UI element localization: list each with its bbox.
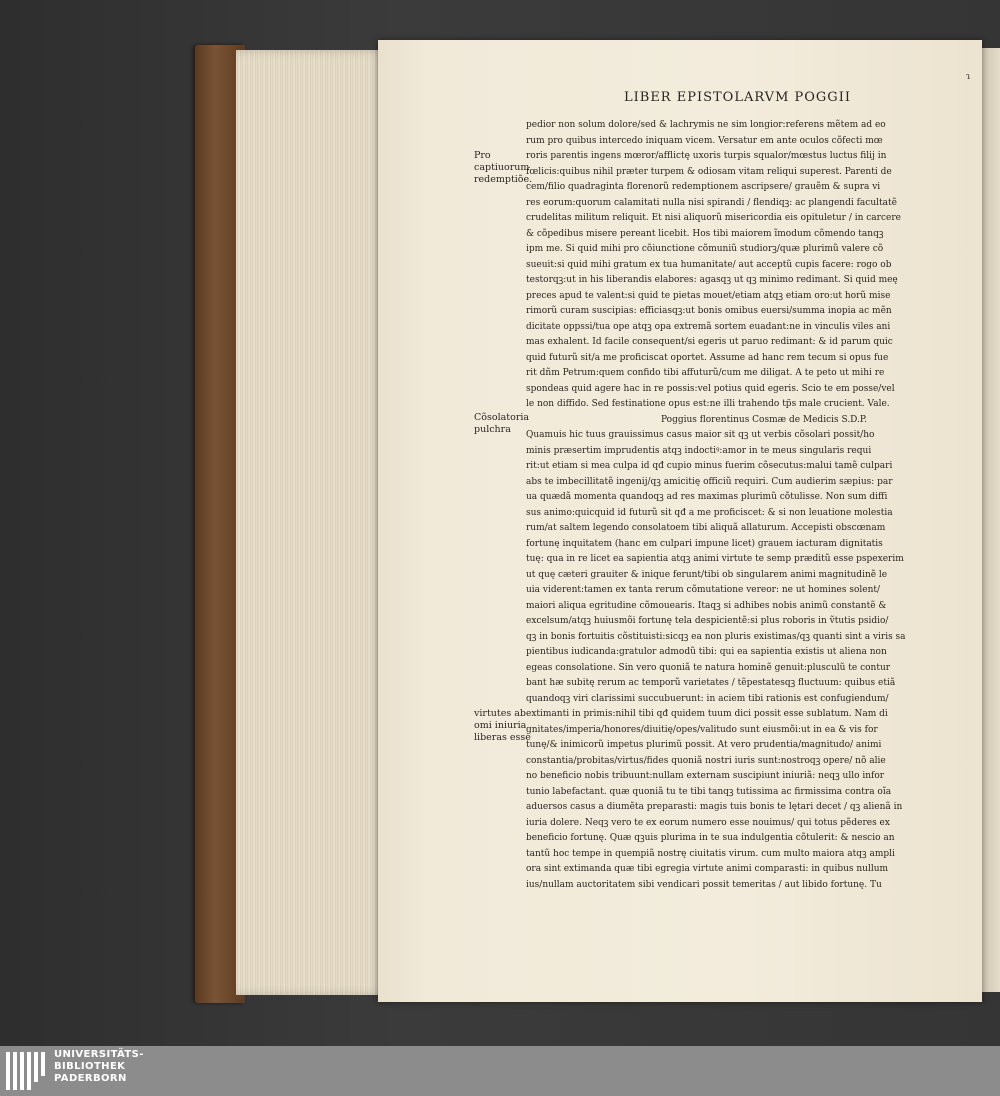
text-line: Quamuis hic tuus grauissimus casus maior sit qꝫ ut verbis cõsolari possit/ho — [526, 430, 875, 440]
text-line: ua quædã momenta quandoqꝫ ad res maximas plurimũ cõtulisse. Non sum diffi — [526, 492, 888, 502]
text-line: quandoqꝫ viri clarissimi succubuerunt: in aciem tibi rationis est confugiendum/ — [526, 693, 889, 704]
text-line: ut quę cæteri grauiter & inique ferunt/tibi ob singularem animi magnitudinẽ le — [526, 569, 888, 580]
text-block — [526, 118, 982, 893]
text-line: beneficio fortunę. Quæ qꝫuis plurima in te sua indulgentia cõtulerit: & nescio an — [526, 833, 895, 843]
text-line: constantia/probitas/virtus/fides quoniã nostri iuris sunt:nostroqꝫ opere/ nõ alie — [526, 755, 886, 766]
text-line: no beneficio nobis tribuunt:nullam externam suscipiunt iniuriã: neqꝫ ullo infor — [526, 771, 885, 781]
text-line: & cõpedibus misere pereant licebit. Hos tibi maiorem ĩmodum cõmendo tanqꝫ — [526, 228, 884, 239]
text-line: fœlicis:quibus nihil præter turpem & odiosam vitam reliqui superest. Parenti de — [526, 166, 892, 177]
text-line: uia viderent:tamen ex tanta rerum cõmutatione vereor: ne ut homines solent/ — [526, 585, 881, 595]
text-line: egeas consolatione. Sin vero quoniã te natura hominẽ genuit:plusculũ te contur — [526, 662, 891, 673]
text-line: rum pro quibus intercedo iniquam vicem. Versatur em ante oculos cõfecti mœ — [526, 135, 883, 146]
text-line: spondeas quid agere hac in re possis:vel potius quid egeris. Scio te em posse/vel — [526, 383, 895, 394]
text-line: excelsum/atqꝫ huiusmõi fortunę tela despicientẽ:si plus roboris in ṽtutis psidio/ — [526, 616, 889, 626]
text-line: roris parentis ingens mœror/afflictę uxoris turpis squalor/mœstus luctus filij in — [526, 151, 887, 161]
text-line: tunio labefactant. quæ quoniã tu te tibi tanqꝫ tutissima ac firmissima contra oĩa — [526, 786, 892, 797]
text-line: tunę/& inimicorũ impetus plurimũ possit. At vero prudentia/magnitudo/ animi — [526, 740, 882, 750]
text-line: testorqꝫ:ut in his liberandis elabores: agasqꝫ ut qꝫ minimo redimant. Si quid meę — [526, 275, 898, 285]
text-line: bant hæ subitę rerum ac temporũ varietates / tẽpestatesqꝫ fluctuum: quibus etiã — [526, 678, 896, 688]
text-line: le non diffido. Sed festinatione opus est:ne illi trahendo tp̃s male crucient. Vale. — [526, 399, 890, 409]
text-line: cem/filio quadraginta florenorũ redemptionem ascripsere/ grauẽm & supra vi — [526, 182, 881, 192]
text-line: ipm me. Si quid mihi pro cõiunctione cõmuniũ studiorꝫ/quæ plurimũ valere cõ — [526, 244, 884, 254]
text-line: ora sint extimanda quæ tibi egregia virtute animi comparasti: in quibus nullum — [526, 864, 889, 874]
margin-note-3: virtutes ab omi iniuria liberas esse — [474, 708, 531, 743]
library-name — [54, 1049, 144, 1085]
book-page — [378, 40, 982, 1002]
library-footer — [0, 1046, 1000, 1096]
text-line: iuria dolere. Neqꝫ vero te ex eorum numero esse nouimus/ qui totus pẽderes ex — [526, 817, 890, 828]
text-line: rit:ut etiam si mea culpa id qđ cupio minus fuerim cõsecutus:malui tamẽ culpari — [526, 461, 893, 471]
text-line: maiori aliqua egritudine cõmouearis. Itaqꝫ si adhibes nobis animũ constantẽ & — [526, 600, 887, 611]
text-line: dicitate oppssi/tua ope atqꝫ opa extremã sortem euadant:ne in vinculis viles ani — [526, 321, 891, 332]
text-line: pientibus iudicanda:gratulor admodũ tibi: qui ea sapientia existis ut aliena non — [526, 647, 887, 657]
facing-page-edge — [982, 48, 1000, 992]
text-line: minis præsertim imprudentis atqꝫ indoctiꝰ:amor in te meus singularis requi — [526, 445, 872, 456]
running-head: LIBER EPISTOLARVM POGGII — [624, 90, 851, 105]
text-line: rimorũ curam suscipias: efficiasqꝫ:ut bonis omibus euersi/summa inopia ac mẽn — [526, 306, 892, 316]
text-line: tantũ hoc tempe in quempiã nostrę ciuitatis virum. cum multo maiora atqꝫ ampli — [526, 848, 895, 859]
text-line: aduersos casus a diumẽta preparasti: magis tuis bonis te lętari decet / qꝫ alienã in — [526, 802, 903, 812]
text-line: sus animo:quicquid id futurũ sit qđ a me proficiscet: & si non leuatione molestia — [526, 507, 893, 518]
text-line: rum/at saltem legendo consolatoem tibi aliquã allaturum. Accepisti obscœnam — [526, 523, 886, 533]
text-line: res eorum:quorum calamitati nulla nisi spirandi / flendiqꝫ: ac plangendi facultatẽ — [526, 197, 897, 208]
text-line: ius/nullam auctoritatem sibi vendicari possit temeritas / aut libido fortunę. Tu — [526, 879, 882, 890]
text-line: qꝫ in bonis fortuitis cõstituisti:sicqꝫ ea non pluris existimas/qꝫ quanti sint a viris sa — [526, 631, 906, 642]
letter-heading: Poggius florentinus Cosmæ de Medicis S.D.P. — [660, 414, 868, 425]
margin-note-1: Pro captiuorum redemptiõe. — [474, 150, 533, 185]
text-line: pedior non solum dolore/sed & lachrymis ne sim longior:referens mẽtem ad eo — [526, 120, 886, 130]
text-line: fortunę inquitatem (hanc em culpari impune licet) grauem iacturam dignitatis — [526, 538, 883, 549]
text-line: rit dñm Petrum:quem confido tibi affuturũ/cum me diligat. A te peto ut mihi re — [526, 368, 885, 378]
library-name-line-3: PADERBORN — [54, 1073, 127, 1084]
page-mark: ɿ — [966, 72, 971, 82]
text-line: sueuit:si quid mihi gratum ex tua humanitate/ aut acceptũ cupis facere: rogo ob — [526, 259, 892, 270]
text-line: abs te imbecillitatẽ ingenij/qꝫ amicitię officiũ requiri. Cum audierim sæpius: par — [526, 476, 893, 487]
text-line: extimanti in primis:nihil tibi qđ quidem tuum dici possit esse sublatum. Nam di — [526, 709, 888, 719]
library-name-line-2: BIBLIOTHEK — [54, 1061, 126, 1072]
text-line: quid futurũ sit/a me proficiscat oportet. Assume ad hanc rem tecum si opus fue — [526, 352, 889, 363]
library-logo-icon — [4, 1048, 52, 1094]
text-line: preces apud te valent:si quid te pietas mouet/etiam atqꝫ etiam oro:ut horũ mise — [526, 290, 891, 301]
text-line: crudelitas militum reliquit. Et nisi aliquorũ misericordia eis opituletur / in carcere — [526, 213, 901, 223]
text-line: gnitates/imperia/honores/diuitię/opes/valitudo sunt eiusmõi:ut in ea & vis for — [526, 724, 878, 735]
text-line: tuę: qua in re licet ea sapientia atqꝫ animi virtute te semp præditũ esse pspexerim — [526, 554, 904, 564]
margin-note-2: Cõsolatoria pulchra — [474, 412, 530, 435]
text-line: mas exhalent. Id facile consequent/si egeris ut paruo redimant: & id parum quic — [526, 337, 893, 347]
page-edges — [236, 50, 386, 995]
library-name-line-1: UNIVERSITÄTS- — [54, 1049, 144, 1060]
